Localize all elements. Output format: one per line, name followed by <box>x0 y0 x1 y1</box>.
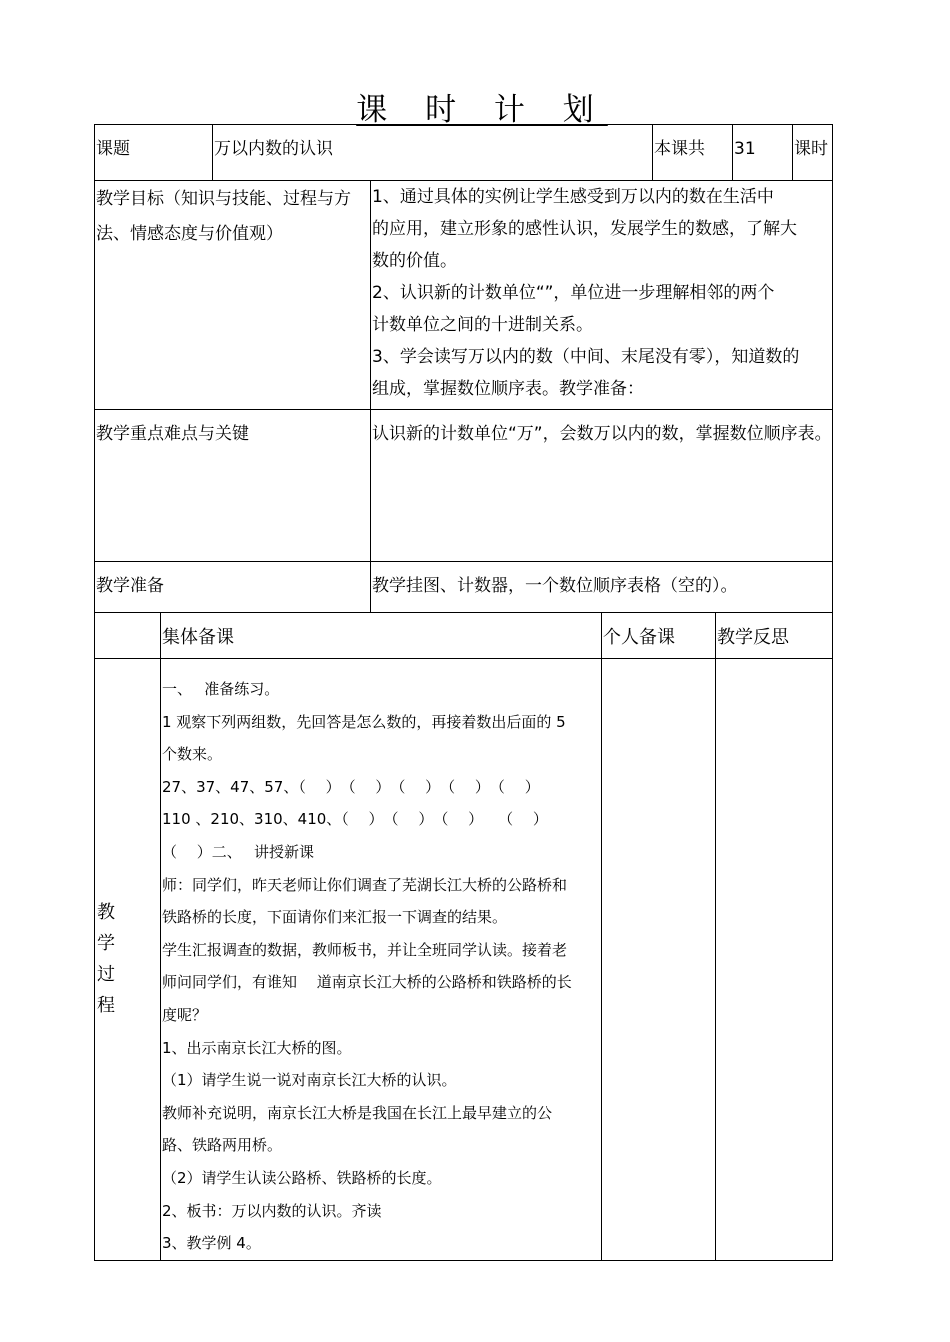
goals-line: 1、通过具体的实例让学生感受到万以内的数在生活中 <box>372 187 774 207</box>
page-title: 课 时 计 划 <box>356 92 608 128</box>
key-points-text: 认识新的计数单位“万”，会数万以内的数，掌握数位顺序表。 <box>371 410 833 562</box>
goals-line: 的应用，建立形象的感性认识，发展学生的数感，了解大 <box>372 219 797 239</box>
reflection-header: 教学反思 <box>716 613 833 659</box>
process-line: （1）请学生说一说对南京长江大桥的认识。 <box>162 1071 457 1090</box>
process-content <box>161 659 602 1261</box>
process-line: 路、铁路两用桥。 <box>162 1136 283 1155</box>
unit-label: 课时 <box>793 125 833 181</box>
process-line: 110 、210、310、410、（ ） （ ） （ ） （ ） <box>162 810 548 829</box>
collective-header: 集体备课 <box>161 613 602 659</box>
topic-label: 课题 <box>95 125 213 181</box>
goals-content <box>371 181 833 410</box>
prep-label: 教学准备 <box>95 562 371 613</box>
personal-prep-cell <box>602 659 716 1261</box>
process-line: 学生汇报调查的数据，教师板书，并让全班同学认读。接着老 <box>162 940 568 959</box>
process-line: （ ）二、 讲授新课 <box>162 842 315 861</box>
process-line: 师问同学们，有谁知 道南京长江大桥的公路桥和铁路桥的长 <box>162 973 572 992</box>
process-corner-cell <box>95 613 161 659</box>
process-label: 教 学 过 程 <box>95 659 161 1261</box>
process-line: （2）请学生认读公路桥、铁路桥的长度。 <box>162 1168 442 1187</box>
lesson-plan-header-table <box>94 124 833 613</box>
goals-line: 数的价值。 <box>372 251 457 271</box>
goals-line: 计数单位之间的十进制关系。 <box>372 315 593 335</box>
process-line: 师：同学们，昨天老师让你们调查了芜湖长江大桥的公路桥和 <box>162 875 568 894</box>
teaching-process-table <box>94 612 833 1261</box>
process-line: 27、37、47、57、（ ） （ ） （ ） （ ） （ ） <box>162 777 540 796</box>
total-value: 31 <box>733 125 793 181</box>
goals-line: 组成，掌握数位顺序表。教学准备： <box>372 379 644 399</box>
personal-header: 个人备课 <box>602 613 716 659</box>
process-line: 度呢？ <box>162 1005 208 1024</box>
topic-value: 万以内数的认识 <box>213 125 653 181</box>
process-line: 2、板书：万以内数的认识。齐读 <box>162 1201 382 1220</box>
process-line: 铁路桥的长度，下面请你们来汇报一下调查的结果。 <box>162 908 508 927</box>
reflection-cell <box>716 659 833 1261</box>
process-line: 一、 准备练习。 <box>162 680 280 698</box>
process-line: 3、教学例 4。 <box>162 1234 261 1253</box>
goals-line: 2、认识新的计数单位“”，单位进一步理解相邻的两个 <box>372 283 775 303</box>
process-line: 教师补充说明，南京长江大桥是我国在长江上最早建立的公 <box>162 1103 553 1122</box>
goals-label: 教学目标（知识与技能、过程与方法、情感态度与价值观） <box>95 181 371 410</box>
prep-text: 教学挂图、计数器，一个数位顺序表格（空的）。 <box>371 562 833 613</box>
key-points-label: 教学重点难点与关键 <box>95 410 371 562</box>
goals-line: 3、学会读写万以内的数（中间、末尾没有零），知道数的 <box>372 347 800 367</box>
process-line: 个数来。 <box>162 745 223 764</box>
process-line: 1、出示南京长江大桥的图。 <box>162 1038 352 1057</box>
process-line: 1 观察下列两组数，先回答是怎么数的，再接着数出后面的 5 <box>162 712 566 731</box>
total-label: 本课共 <box>653 125 733 181</box>
